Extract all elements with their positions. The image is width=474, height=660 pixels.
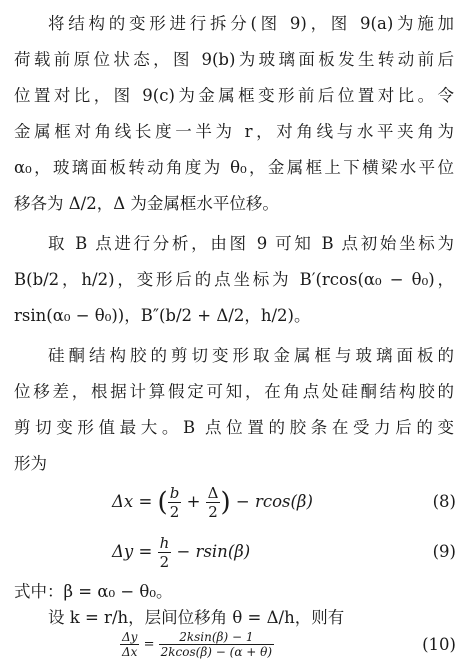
paragraph-1-line-2 xyxy=(0,42,474,78)
text-line: 位置对比，图 9(c)为金属框变形前后位置对比。令 xyxy=(14,86,454,105)
text-line: B(b/2，h/2)，变形后的点坐标为 B′(rcos(α₀ − θ₀)， xyxy=(14,270,454,289)
text-line: 金属框对角线长度一半为 r，对角线与水平夹角为 xyxy=(14,122,454,141)
eq10-equals: = xyxy=(143,637,155,652)
eq9-rest: − rsin(β) xyxy=(176,542,251,561)
paragraph-3-line-3 xyxy=(0,410,474,446)
eq8-fraction-delta xyxy=(206,484,221,521)
where-line xyxy=(0,580,474,604)
eq8-plus: + xyxy=(186,492,201,511)
paragraph-1-line-6 xyxy=(0,186,474,222)
eq8-close-paren: ) xyxy=(220,487,231,518)
text-line: 位移差，根据计算假定可知，在角点处硅酮结构胶的 xyxy=(14,382,454,401)
fraction-numerator: h xyxy=(159,534,170,552)
eq8-open-paren: ( xyxy=(157,487,168,518)
fraction-denominator: 2kcos(β) − (α + θ) xyxy=(160,645,273,659)
assume-line xyxy=(0,606,474,630)
fraction-denominator: 2 xyxy=(208,503,218,521)
fraction-numerator: Δy xyxy=(122,630,138,644)
equation-number-9: (9) xyxy=(432,542,456,561)
equation-9 xyxy=(0,530,474,574)
fraction-numerator: Δ xyxy=(207,484,219,502)
text-line: 形为 xyxy=(14,454,47,473)
equation-number-10: (10) xyxy=(422,635,456,654)
paragraph-2-line-2 xyxy=(0,262,474,298)
fraction-numerator: b xyxy=(169,484,180,502)
equation-number-8: (8) xyxy=(432,492,456,511)
eq8-fraction-b xyxy=(168,484,182,521)
paragraph-1-line-1 xyxy=(0,6,474,42)
paragraph-1-line-3 xyxy=(0,78,474,114)
paragraph-2-line-3 xyxy=(0,298,474,334)
text-line: 将结构的变形进行拆分(图 9)，图 9(a)为施加 xyxy=(48,14,454,33)
equation-8 xyxy=(0,480,474,524)
text-line: 硅酮结构胶的剪切变形取金属框与玻璃面板的 xyxy=(48,346,454,365)
fraction-denominator: Δx xyxy=(122,645,138,659)
eq9-fraction-h xyxy=(158,534,172,571)
paragraph-3-line-2 xyxy=(0,374,474,410)
fraction-numerator: 2ksin(β) − 1 xyxy=(159,630,274,645)
paragraph-3-line-1 xyxy=(0,338,474,374)
fraction-denominator: 2 xyxy=(169,503,180,521)
text-line: 式中：β = α₀ − θ₀。 xyxy=(14,582,173,601)
text-line: rsin(α₀ − θ₀))，B″(b/2 + Δ/2，h/2)。 xyxy=(14,306,311,325)
paragraph-1-line-5 xyxy=(0,150,474,186)
paragraph-2-line-1 xyxy=(0,226,474,262)
text-line: α₀，玻璃面板转动角度为 θ₀，金属框上下横梁水平位 xyxy=(14,158,454,177)
text-line: 移各为 Δ/2，Δ 为金属框水平位移。 xyxy=(14,194,279,213)
equation-10 xyxy=(0,630,474,660)
text-line: 荷载前原位状态，图 9(b)为玻璃面板发生转动前后 xyxy=(14,50,454,69)
eq8-lhs: Δx = xyxy=(112,492,153,511)
eq10-lhs-fraction xyxy=(120,630,139,659)
eq8-rest: − rcos(β) xyxy=(235,492,313,511)
eq9-lhs: Δy = xyxy=(112,542,153,561)
text-line: 取 B 点进行分析，由图 9 可知 B 点初始坐标为 xyxy=(48,234,454,253)
paragraph-1-line-4 xyxy=(0,114,474,150)
text-line: 剪切变形值最大。B 点位置的胶条在受力后的变 xyxy=(14,418,454,437)
eq10-rhs-fraction xyxy=(159,630,274,659)
text-line: 设 k = r/h，层间位移角 θ = Δ/h，则有 xyxy=(48,608,345,627)
fraction-denominator: 2 xyxy=(159,553,170,571)
paragraph-3-line-4 xyxy=(0,446,474,482)
